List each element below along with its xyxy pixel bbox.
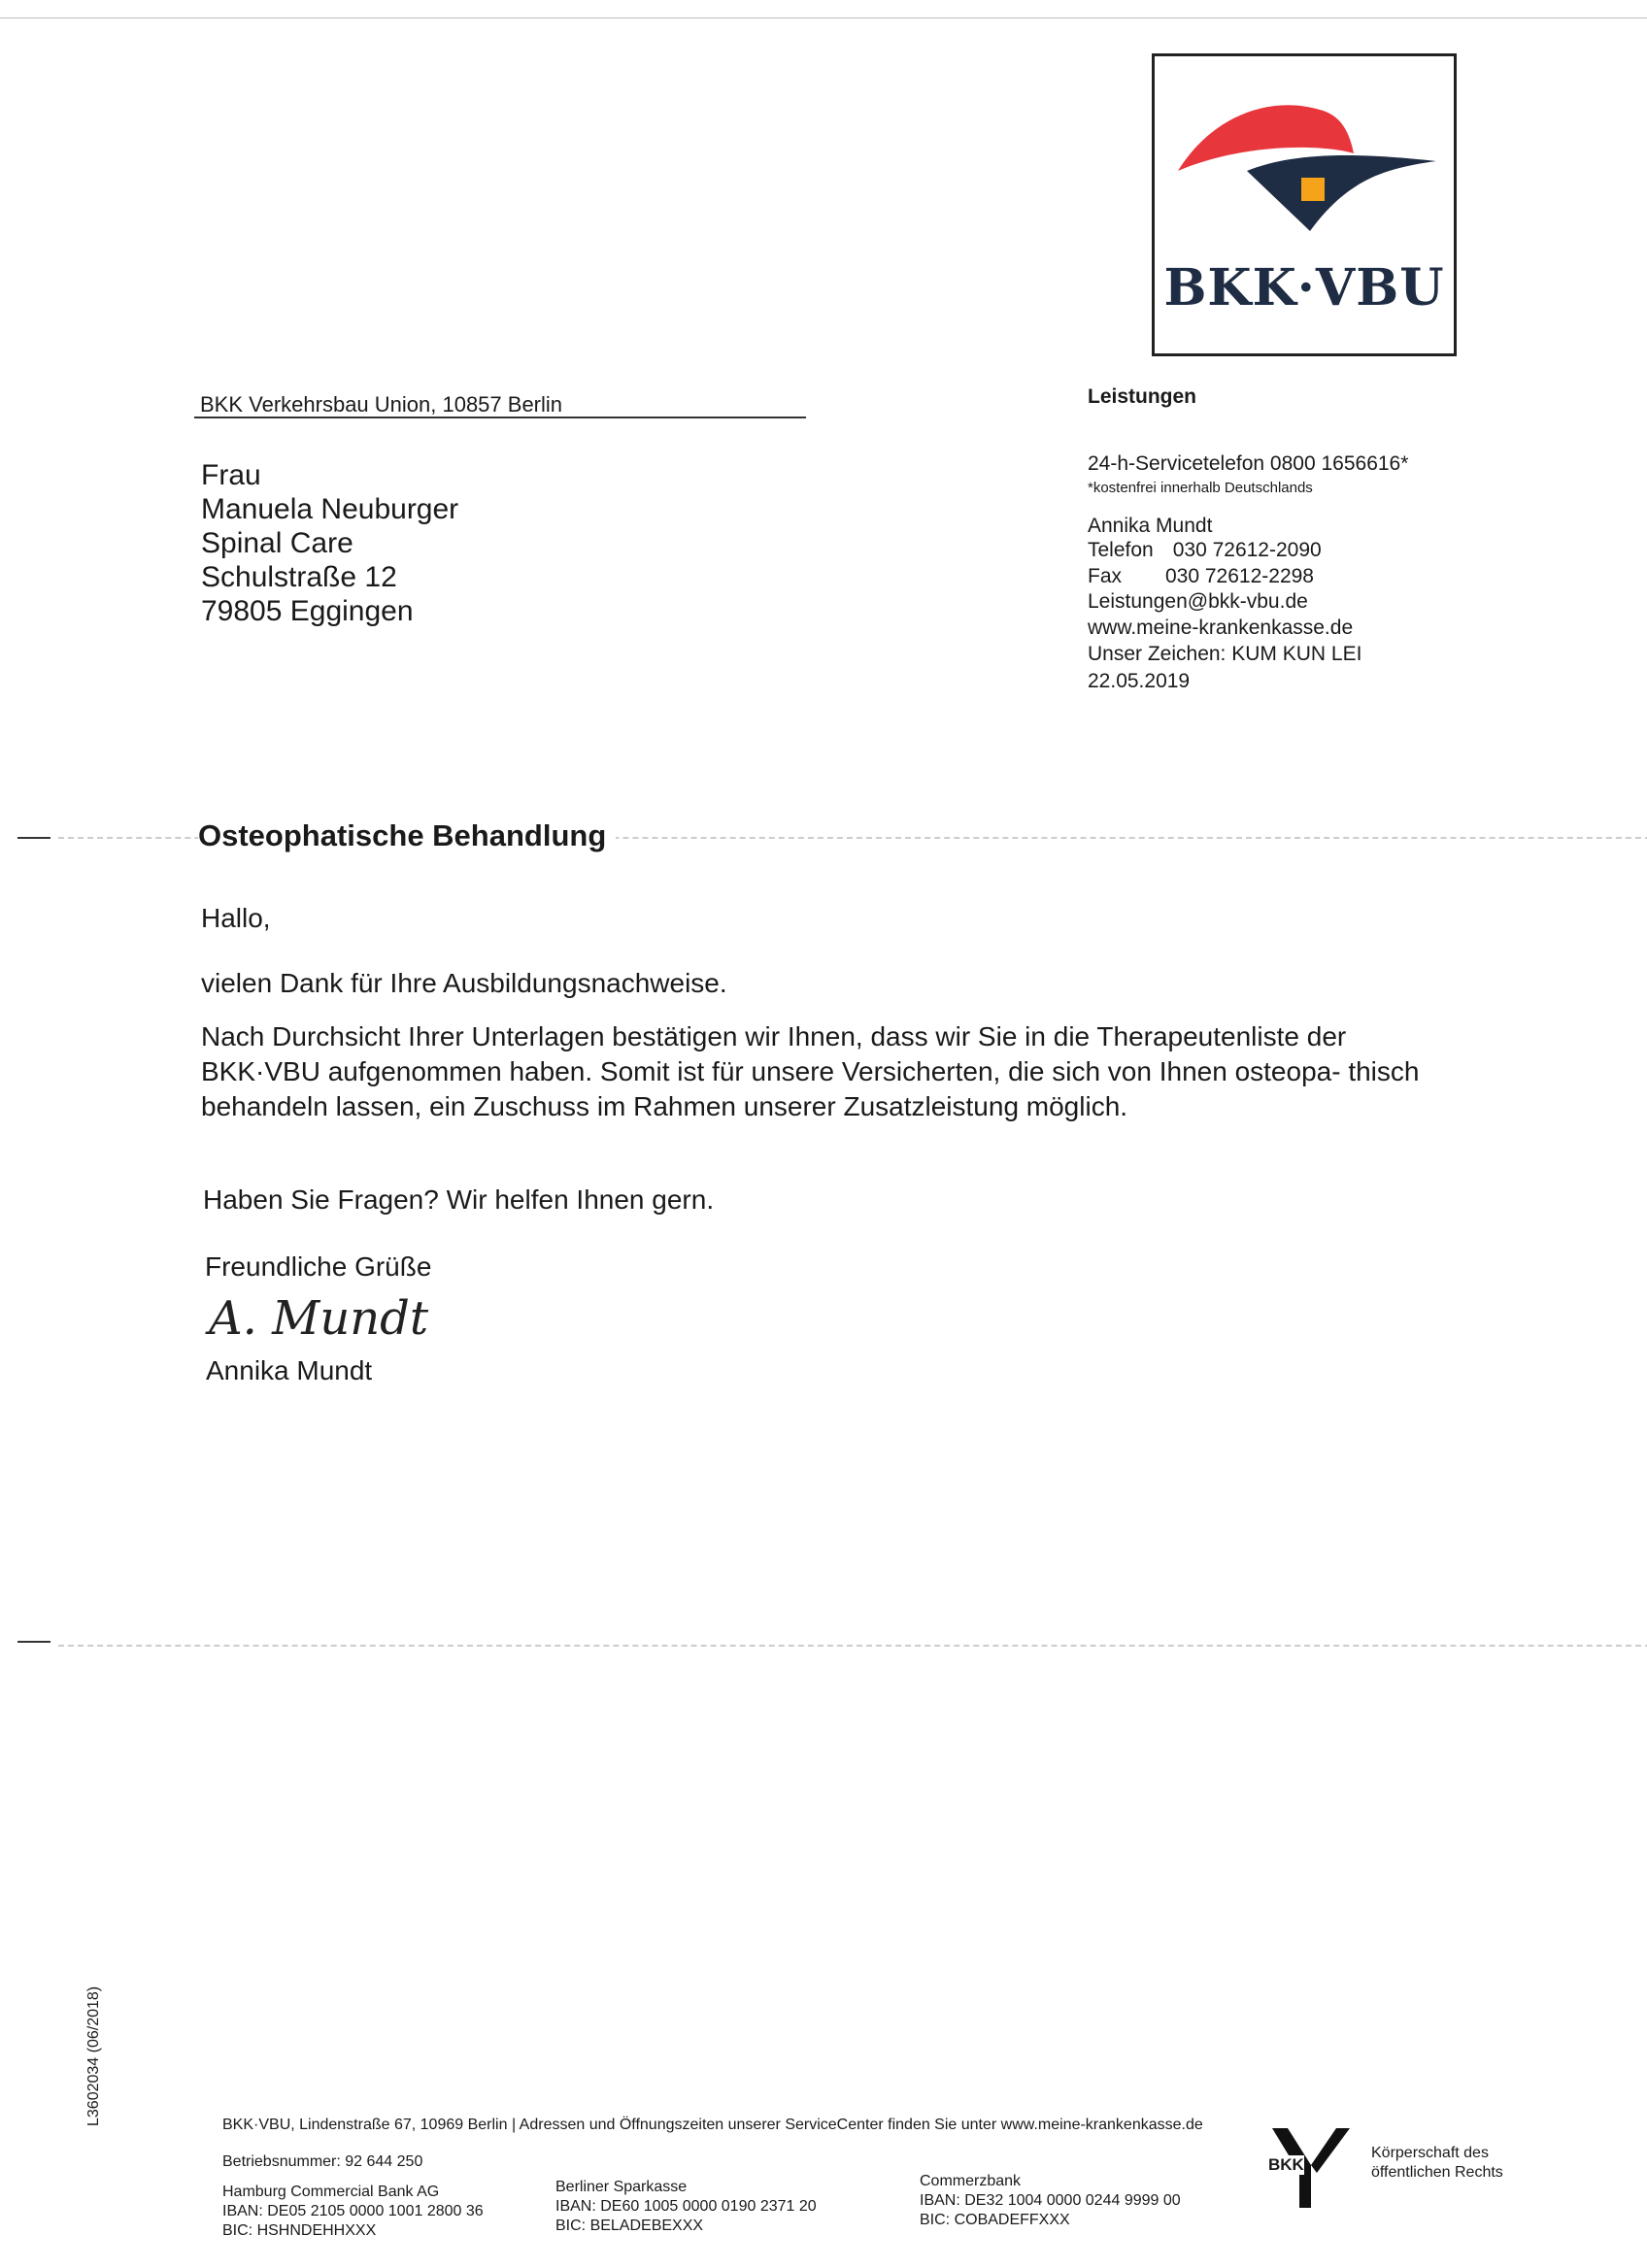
phone-value: 030 72612-2090 [1172,539,1322,561]
bkk-logo-text: BKK [1268,2155,1304,2174]
bank-bic: BIC: COBADEFFXXX [920,2212,1070,2228]
contact-name: Annika Mundt [1088,515,1213,537]
recipient-company: Spinal Care [201,527,353,559]
bkk-vbu-logo [1152,53,1457,356]
signature: A. Mundt [209,1291,429,1346]
recipient-salutation: Frau [201,459,261,491]
logo-text: BKK·VBU [1163,258,1445,317]
contact-phone [1088,539,1322,562]
signer-name: Annika Mundt [206,1355,373,1385]
intro-line: vielen Dank für Ihre Ausbildungsnachweise. [201,968,727,998]
bank-iban: IBAN: DE60 1005 0000 0190 2371 20 [555,2198,817,2215]
letter-date: 22.05.2019 [1088,670,1191,692]
fold-mark [17,1641,50,1643]
bank-name: Commerzbank [920,2173,1022,2189]
sender-rule [194,417,806,418]
contact-web[interactable]: www.meine-krankenkasse.de [1088,617,1354,639]
subject: Osteophatische Behandlung [198,818,616,853]
closing: Freundliche Grüße [205,1251,432,1282]
bank-iban: IBAN: DE32 1004 0000 0244 9999 00 [920,2192,1181,2209]
bank-bic: BIC: HSHNDEHHXXX [222,2222,377,2239]
fold-line [58,1645,1647,1647]
reference: Unser Zeichen: KUM KUN LEI [1088,643,1362,665]
legal-status [1371,2144,1503,2183]
recipient-street: Schulstraße 12 [201,561,397,593]
recipient-address [201,458,458,628]
fax-value: 030 72612-2298 [1165,565,1314,587]
bank-iban: IBAN: DE05 2105 0000 1001 2800 36 [222,2203,484,2219]
legal-line: Körperschaft des [1371,2145,1489,2161]
fold-mark [17,837,50,839]
contact-email[interactable]: Leistungen@bkk-vbu.de [1088,590,1308,613]
recipient-name: Manuela Neuburger [201,493,459,525]
bank-1 [222,2183,484,2241]
sender-line: BKK Verkehrsbau Union, 10857 Berlin [200,392,563,417]
bank-2 [555,2178,817,2236]
footer-betriebsnummer: Betriebsnummer: 92 644 250 [222,2153,423,2170]
bank-name: Hamburg Commercial Bank AG [222,2184,440,2200]
department: Leistungen [1088,385,1197,408]
recipient-city: 79805 Eggingen [201,595,414,627]
contact-fax [1088,565,1314,588]
greeting: Hallo, [201,903,271,933]
legal-line: öffentlichen Rechts [1371,2164,1503,2181]
logo-roof-icon [1155,56,1454,250]
service-phone: 24-h-Servicetelefon 0800 1656616* [1088,452,1409,475]
question-line: Haben Sie Fragen? Wir helfen Ihnen gern. [203,1184,715,1215]
scan-edge-line [0,17,1647,18]
bkk-y-logo [1268,2126,1350,2208]
service-note: *kostenfrei innerhalb Deutschlands [1088,480,1313,496]
bank-bic: BIC: BELADEBEXXX [555,2218,704,2234]
form-code: L3602034 (06/2018) [85,1985,102,2126]
footer-address: BKK·VBU, Lindenstraße 67, 10969 Berlin | Adressen und Öffnungszeiten unserer ServiceCenter finden Sie unter www.meine-krankenkasse.de [222,2117,1203,2133]
bank-name: Berliner Sparkasse [555,2179,688,2195]
fax-label: Fax [1088,565,1123,587]
phone-label: Telefon [1088,539,1154,561]
body-paragraph: Nach Durchsicht Ihrer Unterlagen bestätigen wir Ihnen, dass wir Sie in die Therapeutenliste der BKK·VBU aufgenommen haben. Somit ist für unsere Versicherten, die sich von Ihnen osteopa- thisch behandeln lassen, ein Zuschuss im Rahmen unserer Zusatzleistung möglich. [201,1021,1420,1121]
bank-3 [920,2172,1181,2230]
